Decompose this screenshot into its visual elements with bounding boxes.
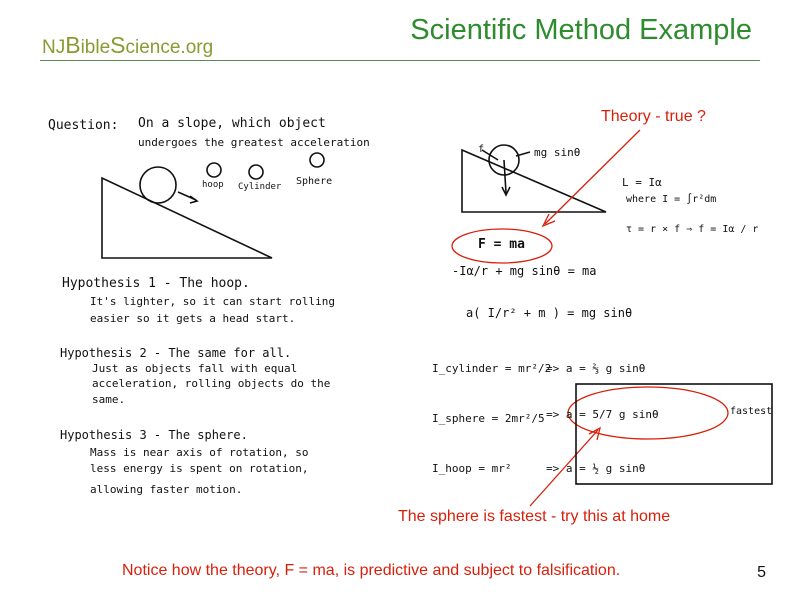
hypothesis-3-line-3: allowing faster motion. <box>90 483 243 496</box>
hypothesis-3-line-1: Mass is near axis of rotation, so <box>90 446 309 459</box>
cylinder-sketch <box>249 165 263 179</box>
hoop-label: hoop <box>202 180 224 190</box>
left-slope-diagram <box>102 153 324 258</box>
question-line-1: On a slope, which object <box>138 116 326 131</box>
eq-line-1: -Iα/r + mg sinθ = ma <box>452 264 597 278</box>
hypothesis-3-title: Hypothesis 3 - The sphere. <box>60 428 248 442</box>
force-label: mg sinθ <box>534 146 581 159</box>
eq-torque: τ = r × f ⇒ f = Iα / r <box>626 224 759 235</box>
eq-angular-momentum: L = Iα <box>622 176 662 189</box>
hypothesis-1-line-1: It's lighter, so it can start rolling <box>90 295 336 308</box>
theory-note: Theory - true ? <box>601 108 706 125</box>
hypothesis-2-line-1: Just as objects fall with equal <box>92 362 298 375</box>
eq-hoop-inertia: I_hoop = mr² <box>432 462 512 475</box>
eq-line-2: a( I/r² + m ) = mg sinθ <box>466 306 633 320</box>
logo-cience: cience <box>125 37 181 58</box>
hypothesis-1-title: Hypothesis 1 - The hoop. <box>62 276 250 291</box>
question-line-2: undergoes the greatest acceleration <box>138 136 370 149</box>
hoop-sketch <box>207 163 221 177</box>
logo-b: B <box>65 32 81 58</box>
friction-label: f <box>478 144 485 155</box>
slide-number: 5 <box>757 564 766 581</box>
rolling-ball <box>140 167 176 203</box>
eq-f-ma: F = ma <box>478 237 525 252</box>
eq-sphere-accel: => a = 5/7 g sinθ <box>546 408 659 421</box>
hypothesis-2-line-2: acceleration, rolling objects do the <box>92 377 331 390</box>
cylinder-label: Cylinder <box>238 182 282 192</box>
eq-moment-of-inertia: where I = ∫r²dm <box>626 194 717 205</box>
right-ramp <box>462 150 606 212</box>
eq-cylinder-accel: => a = ⅔ g sinθ <box>546 362 646 375</box>
hypothesis-1-line-2: easier so it gets a head start. <box>90 312 296 325</box>
slide-title: Scientific Method Example <box>410 14 752 46</box>
sphere-sketch <box>310 153 324 167</box>
eq-hoop-accel: => a = ½ g sinθ <box>546 462 646 475</box>
hypothesis-3-line-2: less energy is spent on rotation, <box>90 462 309 475</box>
logo-nj: NJ <box>42 37 66 58</box>
fastest-label: fastest <box>730 406 773 417</box>
hypothesis-2-title: Hypothesis 2 - The same for all. <box>60 346 292 360</box>
footer-note: Notice how the theory, F = ma, is predictive and subject to falsification. <box>122 562 621 579</box>
question-label: Question: <box>48 118 119 133</box>
hypothesis-2-line-3: same. <box>92 393 126 406</box>
sphere-fastest-note: The sphere is fastest - try this at home <box>398 508 671 525</box>
logo-ible: ible <box>80 37 111 58</box>
logo-org: .org <box>180 37 214 58</box>
eq-cylinder-inertia: I_cylinder = mr²/2 <box>432 362 552 375</box>
eq-sphere-inertia: I_sphere = 2mr²/5 <box>432 412 545 425</box>
logo-s: S <box>110 32 126 58</box>
sphere-label: Sphere <box>296 176 333 187</box>
